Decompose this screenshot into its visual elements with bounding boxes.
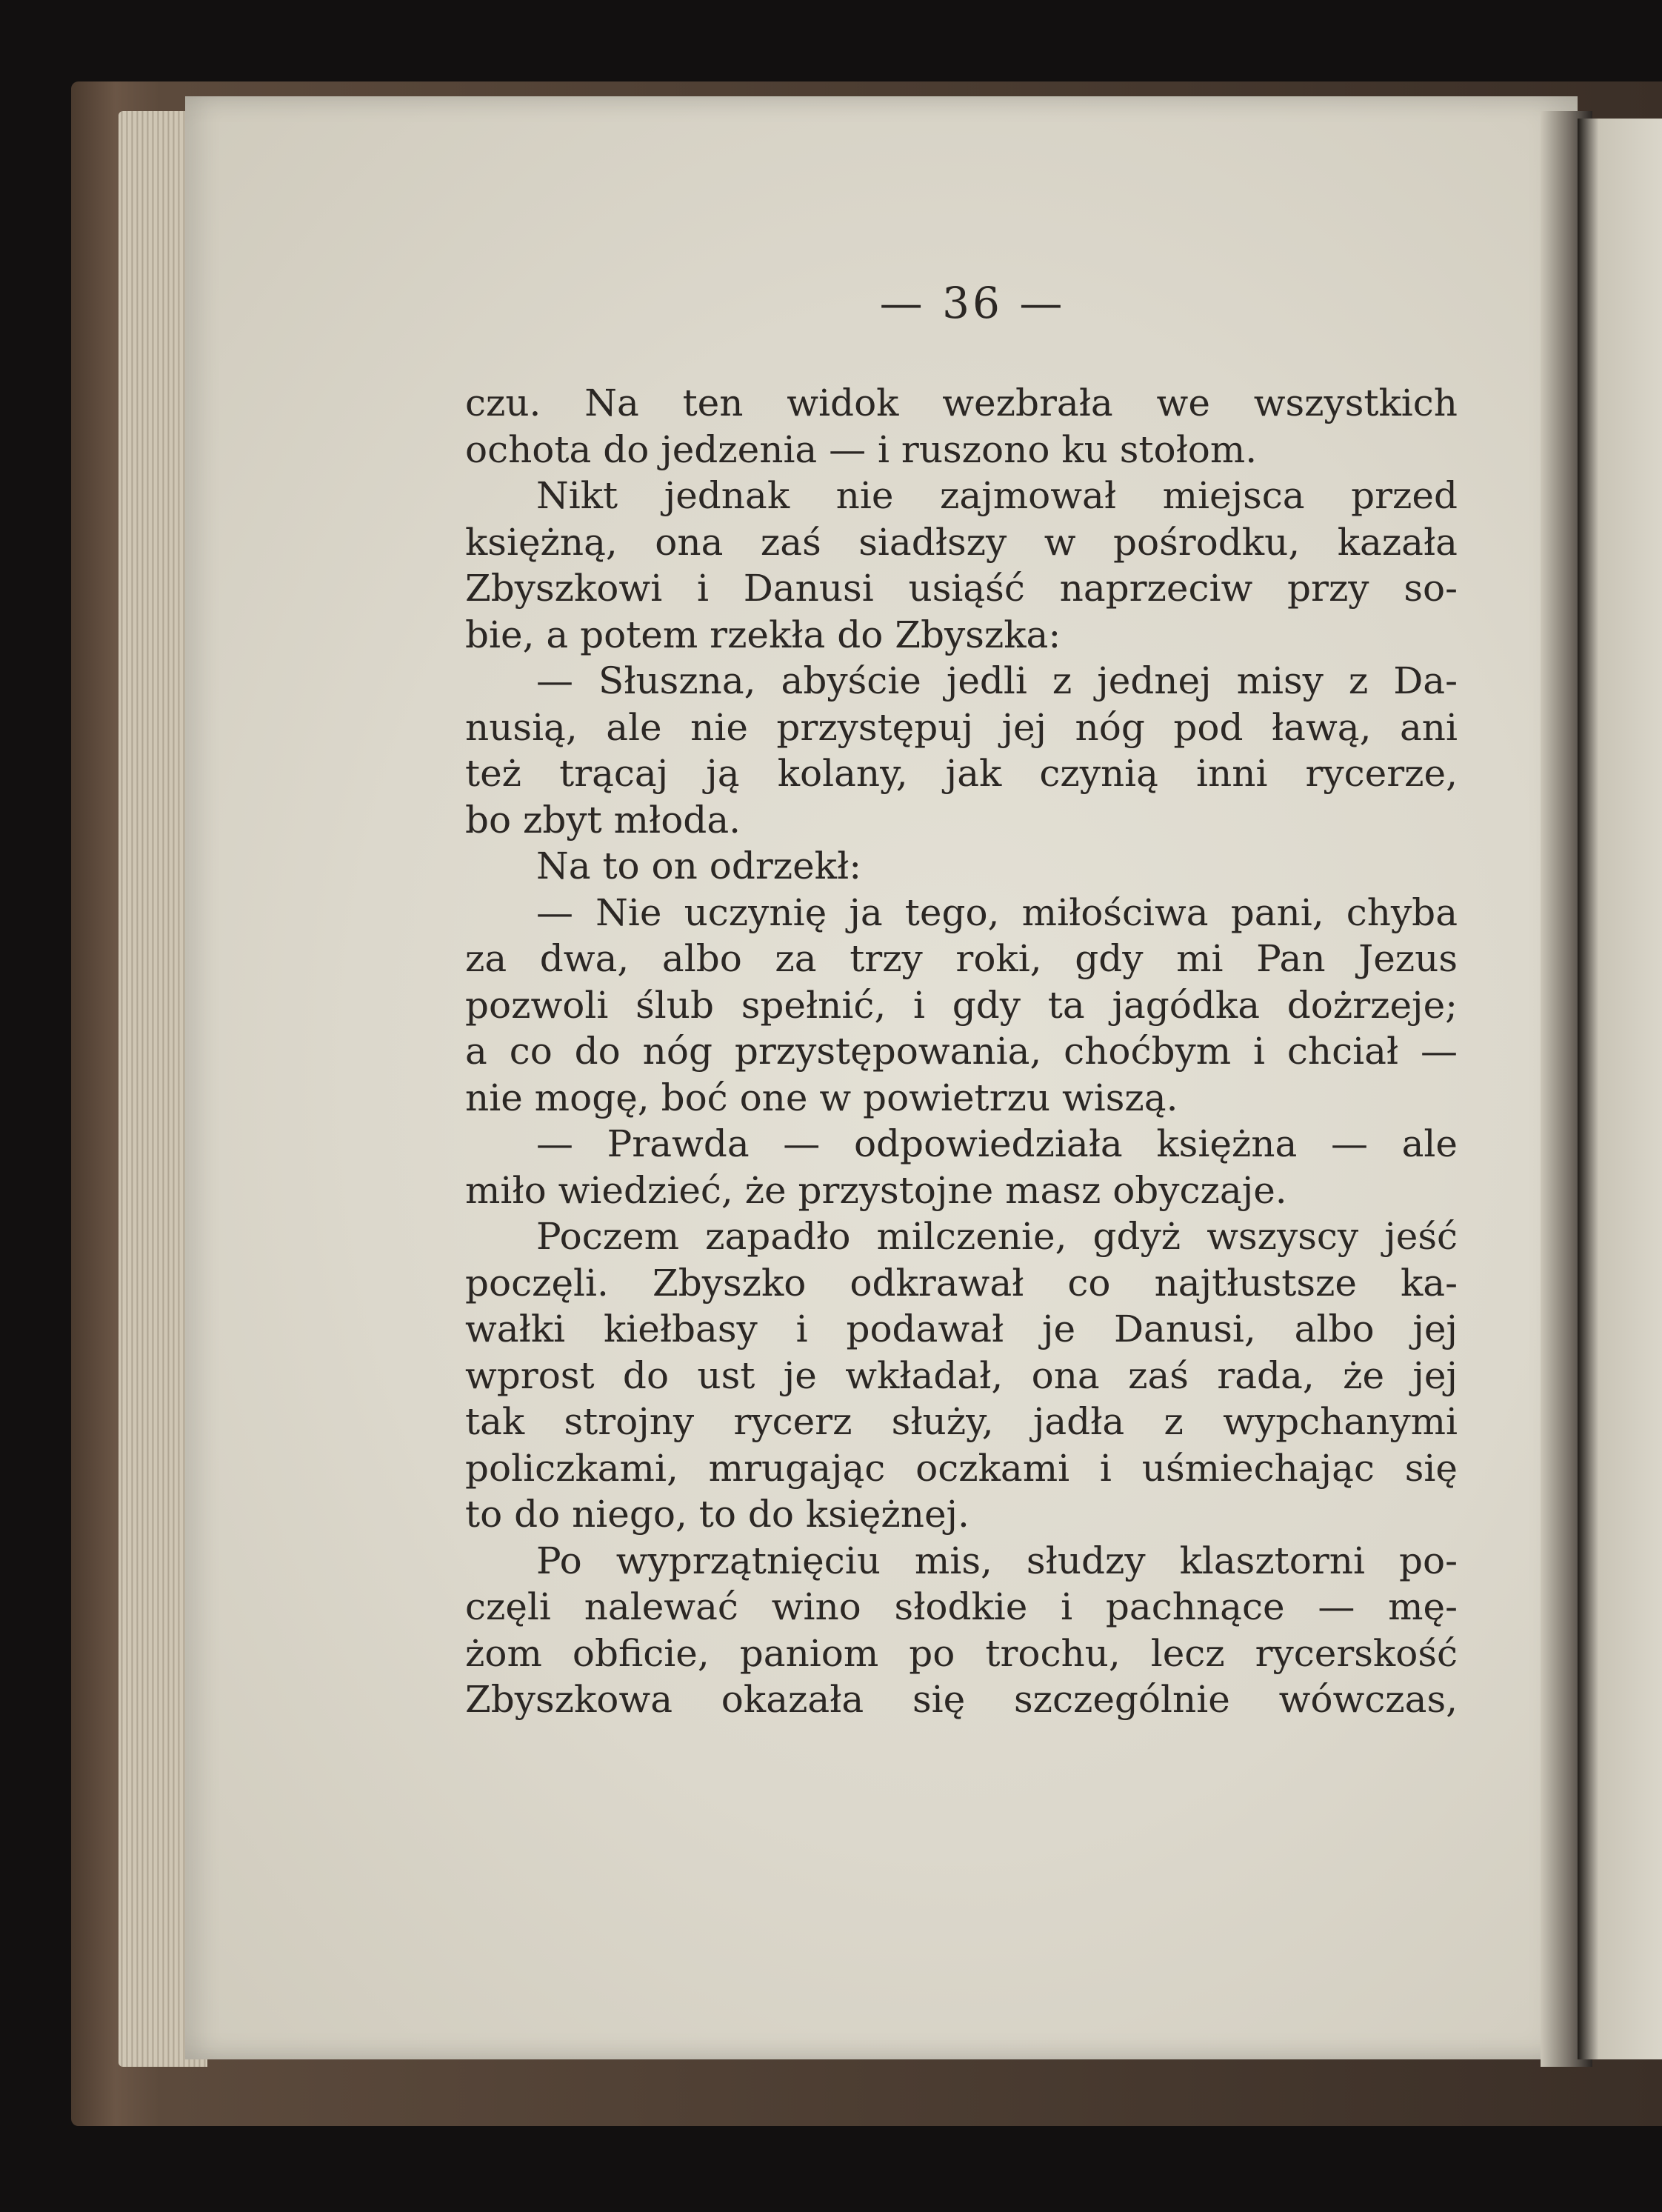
text-line: Nikt jednak nie zajmował miejsca przed bbox=[536, 474, 1458, 517]
text-line: poczęli. Zbyszko odkrawał co najtłustsze ka- bbox=[465, 1261, 1458, 1305]
page-text bbox=[465, 278, 1458, 1723]
text-line: tak strojny rycerz służy, jadła z wypchanymi bbox=[465, 1400, 1458, 1443]
text-line: czu. Na ten widok wezbrała we wszystkich bbox=[465, 382, 1458, 424]
text-line: policzkami, mrugając oczkami i uśmiechając się bbox=[465, 1446, 1458, 1490]
text-line: bo zbyt młoda. bbox=[465, 798, 741, 842]
text-line: Zbyszkowa okazała się szczególnie wówczas, bbox=[465, 1678, 1458, 1721]
text-line: a co do nóg przystępowania, choćbym i chciał — bbox=[465, 1030, 1458, 1073]
text-line: ochota do jedzenia — i ruszono ku stołom. bbox=[465, 427, 1258, 471]
facing-page-edge bbox=[1578, 119, 1662, 2059]
text-line: — Słuszna, abyście jedli z jednej misy z Da- bbox=[536, 659, 1458, 702]
text-line: Poczem zapadło milczenie, gdyż wszyscy jeść bbox=[536, 1215, 1458, 1258]
text-line: żom obficie, paniom po trochu, lecz rycerskość bbox=[465, 1631, 1458, 1675]
text-line: nusią, ale nie przystępuj jej nóg pod ławą, ani bbox=[465, 705, 1458, 749]
text-line: Zbyszkowi i Danusi usiąść naprzeciw przy so- bbox=[465, 567, 1458, 610]
text-line: pozwoli ślub spełnić, i gdy ta jagódka dożrzeje; bbox=[465, 983, 1458, 1027]
text-line: częli nalewać wino słodkie i pachnące — mę- bbox=[465, 1585, 1458, 1628]
text-line: wałki kiełbasy i podawał je Danusi, albo jej bbox=[465, 1307, 1458, 1350]
page-number: — 36 — bbox=[879, 278, 1066, 328]
text-line: za dwa, albo za trzy roki, gdy mi Pan Jezus bbox=[465, 937, 1458, 980]
text-line: miło wiedzieć, że przystojne masz obyczaje. bbox=[465, 1168, 1287, 1212]
text-line: księżną, ona zaś siadłszy w pośrodku, kazała bbox=[465, 520, 1458, 564]
text-line: Na to on odrzekł: bbox=[536, 845, 862, 887]
text-line: nie mogę, boć one w powietrzu wiszą. bbox=[465, 1076, 1178, 1119]
text-line: Po wyprzątnięciu mis, słudzy klasztorni po- bbox=[536, 1539, 1458, 1582]
text-line: bie, a potem rzekła do Zbyszka: bbox=[465, 613, 1061, 656]
text-line: też trącaj ją kolany, jak czynią inni rycerze, bbox=[465, 752, 1458, 795]
text-line: wprost do ust je wkładał, ona zaś rada, że jej bbox=[465, 1353, 1458, 1397]
text-line: — Nie uczynię ja tego, miłościwa pani, chyba bbox=[536, 890, 1458, 934]
text-line: — Prawda — odpowiedziała księżna — ale bbox=[536, 1122, 1458, 1165]
text-line: to do niego, to do księżnej. bbox=[465, 1493, 970, 1536]
